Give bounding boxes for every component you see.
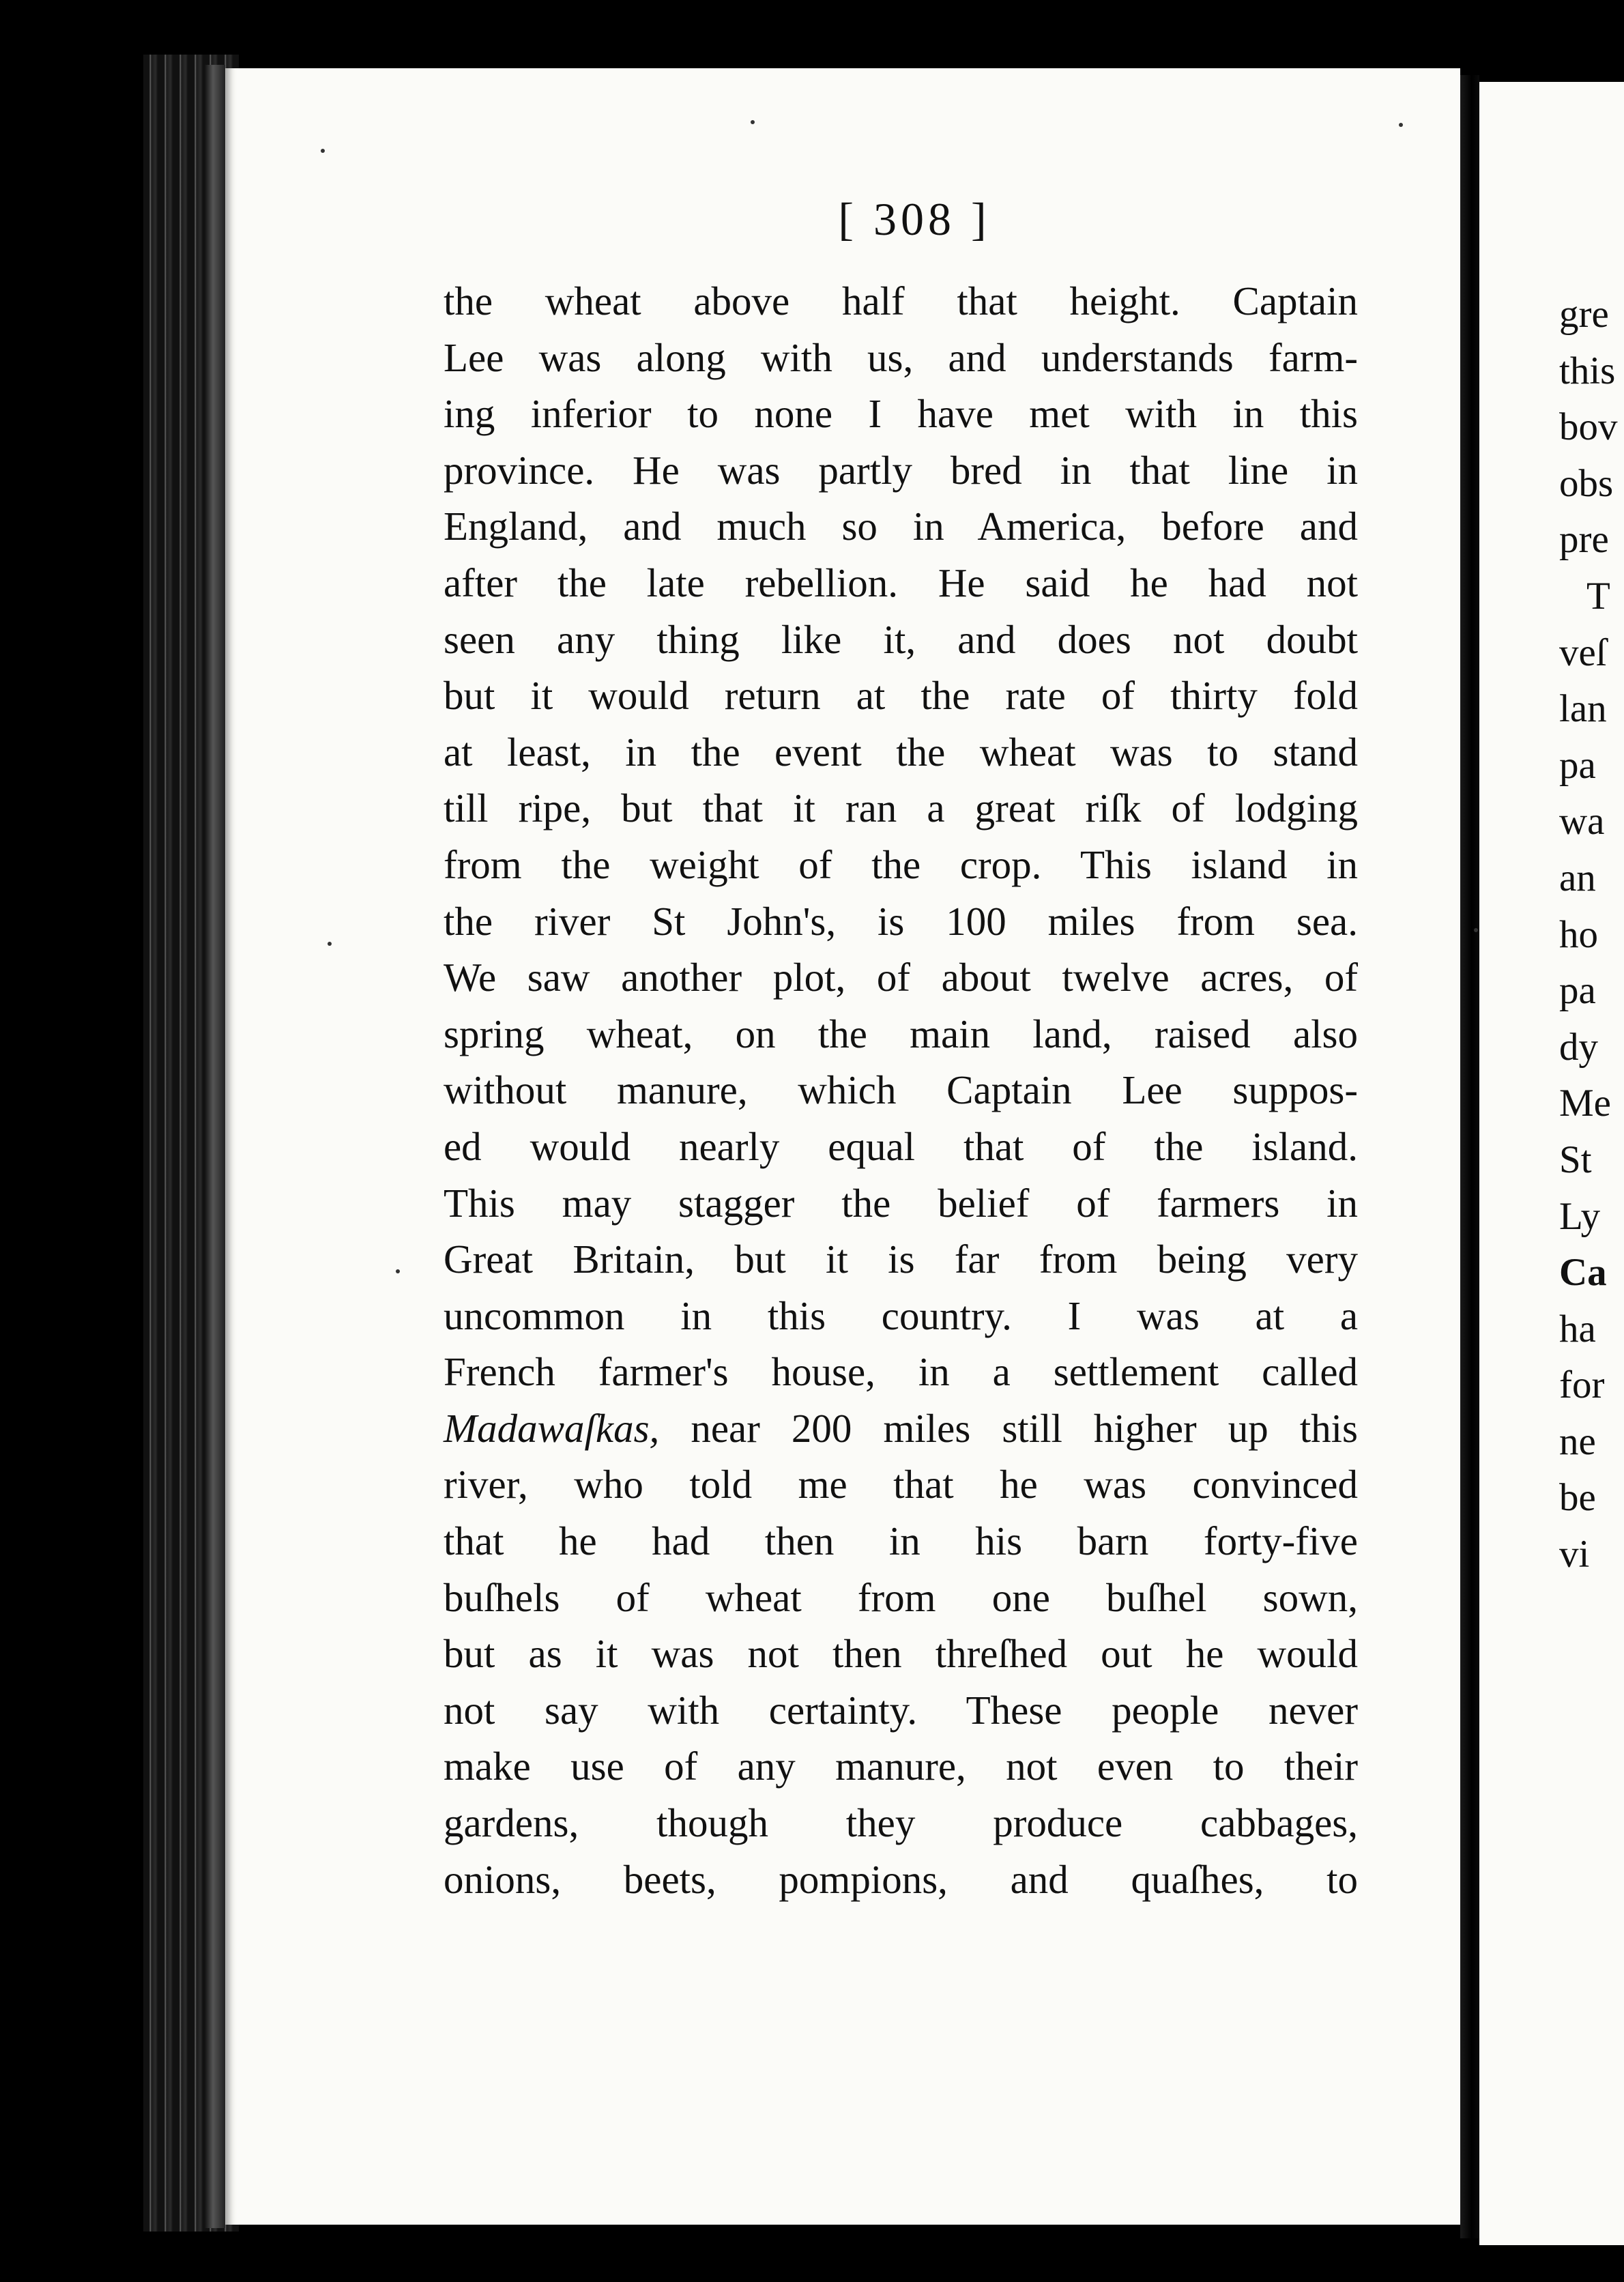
- text-line: ing inferior to none I have met with in this: [444, 391, 1358, 437]
- fragment: ne: [1559, 1419, 1596, 1463]
- text-line: We saw another plot, of about twelve acres, of: [444, 955, 1358, 1000]
- text-line: onions, beets, pompions, and quaſhes, to: [444, 1856, 1358, 1902]
- text-line: till ripe, but that it ran a great riſk of lodging: [444, 785, 1358, 831]
- text-line: Lee was along with us, and understands farm-: [444, 334, 1358, 380]
- right-page-text-fragments: [1559, 287, 1624, 1583]
- text-line-rest: near 200 miles still higher up this: [691, 1405, 1358, 1451]
- fragment: be: [1559, 1476, 1596, 1520]
- fragment: for: [1559, 1363, 1605, 1407]
- fragment: ho: [1559, 912, 1598, 956]
- page-number: [ 308 ]: [838, 193, 991, 245]
- text-line-with-italic: [444, 1400, 1358, 1457]
- fragment: Ca: [1559, 1251, 1607, 1295]
- fragment: this: [1559, 349, 1616, 392]
- text-line: seen any thing like it, and does not doubt: [444, 616, 1358, 662]
- page-edge-highlight: [205, 65, 225, 2228]
- text-line: spring wheat, on the main land, raised also: [444, 1011, 1358, 1056]
- text-line: but it would return at the rate of thirty fold: [444, 673, 1358, 719]
- fragment: an: [1559, 856, 1596, 899]
- text-line: the river St John's, is 100 miles from sea.: [444, 898, 1358, 944]
- fragment: pre: [1559, 518, 1609, 562]
- fragment: obs: [1559, 461, 1614, 505]
- text-line: This may stagger the belief of farmers in: [444, 1180, 1358, 1226]
- italic-place-name: Madawaſkas,: [444, 1405, 660, 1451]
- book-gutter: [1460, 75, 1479, 2238]
- ink-speck: [396, 1269, 400, 1273]
- fragment: bov: [1559, 405, 1618, 449]
- text-line: river, who told me that he was convinced: [444, 1462, 1358, 1507]
- text-line: but as it was not then threſhed out he would: [444, 1631, 1358, 1677]
- text-line: without manure, which Captain Lee suppos-: [444, 1067, 1358, 1113]
- fragment: pa: [1559, 969, 1596, 1013]
- fragment: ha: [1559, 1307, 1596, 1351]
- text-line: at least, in the event the wheat was to stand: [444, 729, 1358, 775]
- fragment: Ly: [1559, 1194, 1601, 1238]
- ink-speck: [1399, 123, 1403, 127]
- fragment: T: [1586, 574, 1610, 618]
- fragment: Me: [1559, 1082, 1611, 1125]
- text-line: uncommon in this country. I was at a: [444, 1292, 1358, 1338]
- text-line: gardens, though they produce cabbages,: [444, 1800, 1358, 1846]
- fragment: veſ: [1559, 631, 1607, 674]
- text-line: the wheat above half that height. Captain: [444, 278, 1358, 323]
- text-line: buſhels of wheat from one buſhel sown,: [444, 1574, 1358, 1620]
- text-line: make use of any manure, not even to their: [444, 1744, 1358, 1789]
- text-line: Great Britain, but it is far from being very: [444, 1237, 1358, 1282]
- text-line: province. He was partly bred in that line in: [444, 447, 1358, 493]
- text-line: French farmer's house, in a settlement called: [444, 1349, 1358, 1395]
- ink-speck: [751, 120, 755, 124]
- fragment: lan: [1559, 687, 1607, 731]
- fragment: gre: [1559, 293, 1609, 336]
- fragment: pa: [1559, 743, 1596, 787]
- text-line: not say with certainty. These people never: [444, 1687, 1358, 1733]
- ink-speck: [328, 942, 332, 946]
- page-body-text: [444, 273, 1358, 1907]
- fragment: wa: [1559, 800, 1605, 843]
- fragment: St: [1559, 1138, 1592, 1181]
- text-line: that he had then in his barn forty-five: [444, 1518, 1358, 1564]
- ink-speck: [1474, 928, 1478, 932]
- ink-speck: [321, 149, 325, 153]
- text-line: ed would nearly equal that of the island.: [444, 1123, 1358, 1169]
- text-line: after the late rebellion. He said he had not: [444, 560, 1358, 605]
- fragment: dy: [1559, 1025, 1598, 1069]
- text-line: England, and much so in America, before and: [444, 504, 1358, 549]
- text-line: from the weight of the crop. This island in: [444, 841, 1358, 887]
- fragment: vi: [1559, 1533, 1590, 1576]
